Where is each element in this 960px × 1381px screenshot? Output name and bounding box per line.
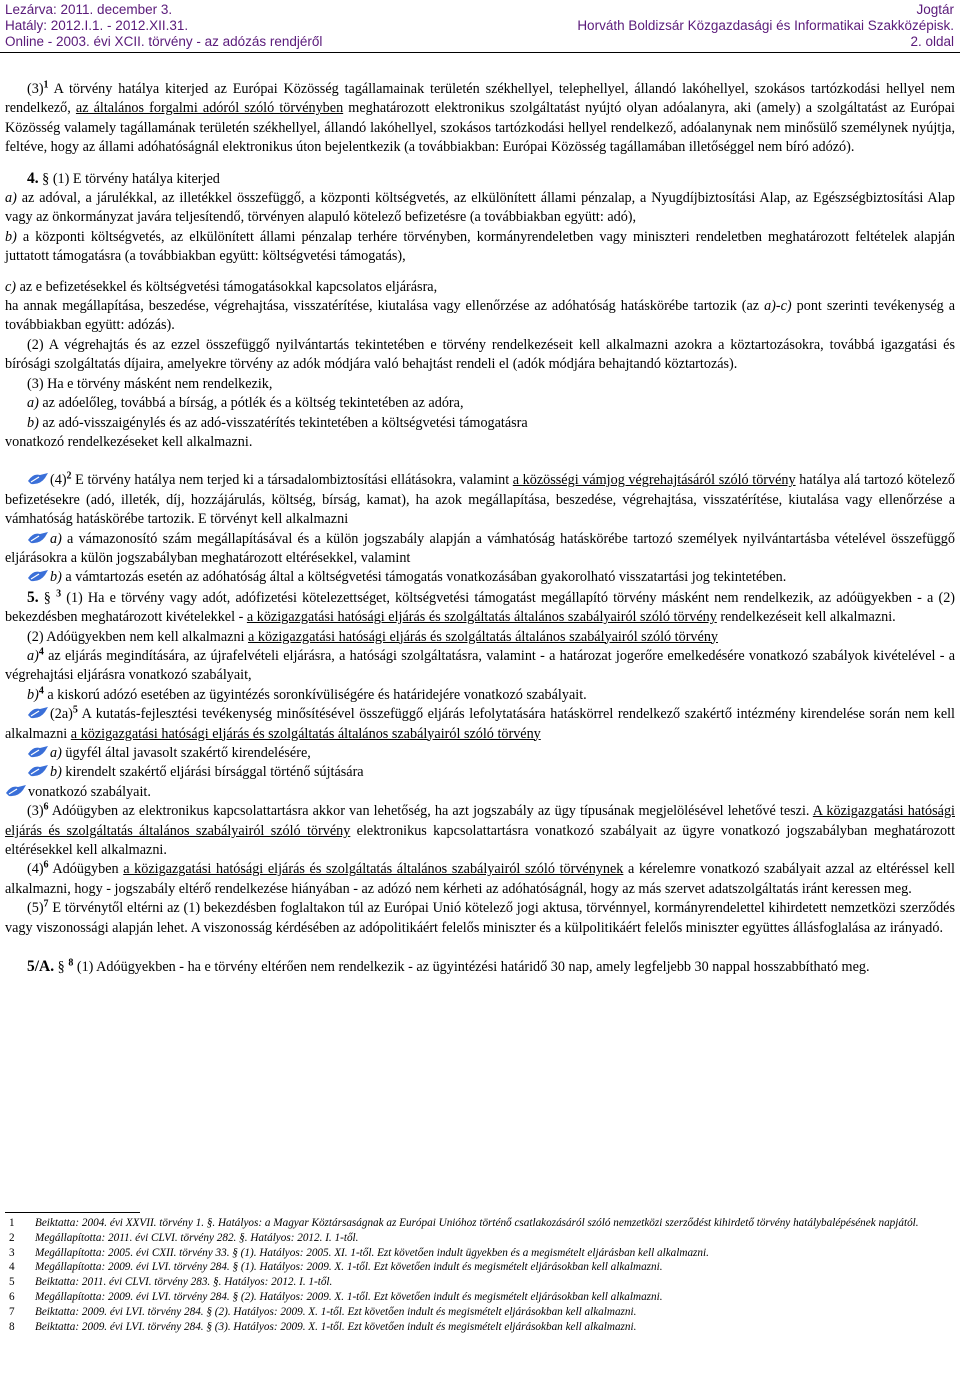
paragraph-text: A törvény hatálya kiterjed az Európai Közösség tagállamainak területén székhellyel, telephellyel, állandó lakóhellyel, szokásos tartózkodási hellyel nem rendelkező, — [5, 81, 955, 117]
amendment-icon[interactable] — [27, 706, 49, 720]
header-right-line: Horváth Boldizsár Közgazdasági és Informatikai Szakközépisk. — [577, 18, 954, 33]
point-3b — [5, 414, 955, 433]
footnote-text: Megállapította: 2011. évi CLVI. törvény 282. §. Hatályos: 2012. I. 1-től. — [35, 1231, 359, 1244]
point-letter: b) — [50, 764, 62, 781]
footnote-text: Beiktatta: 2011. évi CLVI. törvény 283. §. Hatályos: 2012. I. 1-től. — [35, 1276, 333, 1289]
paragraph-text: A kutatás-fejlesztési tevékenység minősítésével összefüggő eljárás lefolytatására hatáskörrel rendelkező szakértő intézmény kirendelése során nem kell alkalmazni — [5, 706, 955, 742]
paragraph-3 — [5, 80, 955, 158]
header-left-line: Hatály: 2012.I.1. - 2012.XII.31. — [5, 18, 189, 33]
footnote-number: 7 — [9, 1305, 15, 1318]
paragraph-text: kirendelt szakértő eljárási bírsággal történő sújtására — [61, 764, 364, 781]
header-left-line: Online - 2003. évi XCII. törvény - az adózás rendjéről — [5, 34, 323, 49]
section-5a: 5/A. § $^8$ (1) Adóügyekben - ha e törvény eltérően nem rendelkezik - az ügyintézési határidő 30 nap, amely legfeljebb 30 nappal hosszabbítható meg. — [27, 957, 870, 976]
section-5-1: 5. § $^3$ (1) Ha e törvény vagy adót, adófizetési kötelezettséget, költségvetési támogatást megállapító törvény másként nem rendelkezik, az adóügyekben - a (2) bekezdésben meghatározott kivételekkel - a közigazgatási hatósági eljárás és szolgáltatás általános szabályairól szóló törvény rendelkezéseit kell alkalmazni. — [5, 588, 956, 626]
paragraph-text: E törvénytől eltérni az (1) bekezdésben foglaltakon túl az Európai Unió kötelező jogi aktusa, törvénnyel, kormányrendelettel kihirdetett nemzetközi szerződés vagy viszonossági alapján lehet. A viszonosság kérdésében az adópolitikáért felelős miniszter és a külpolitikáért felelős miniszter együttes állásfoglalása az irányadó. — [5, 900, 955, 936]
header-left — [5, 2, 322, 50]
paragraph-number: (3) — [27, 81, 44, 97]
point-letter: a) — [50, 745, 62, 761]
footnote — [5, 1246, 957, 1261]
law-link[interactable]: a közigazgatási hatósági eljárás és szolgáltatás általános szabályairól szóló törvény — [246, 609, 717, 626]
paragraph-number: (4) — [50, 472, 67, 489]
section-5-2 — [5, 628, 955, 647]
section-4-3-tail: vonatkozó rendelkezéseket kell alkalmazni. — [5, 433, 253, 450]
footnote — [5, 1320, 957, 1335]
paragraph-text: az eljárás megindítására, az újrafelvételi eljárásra, a hatósági szolgáltatásra, valamint - a határozat jogerőre emelkedésére vonatkozó szabályok kivételével - a végrehajtási eljárásra vonatkozó szabályait, — [5, 647, 955, 684]
header-left-line: Lezárva: 2011. december 3. — [5, 2, 173, 17]
header-right — [577, 2, 954, 50]
section-number: 5/A. — [27, 958, 55, 976]
footnote-ref[interactable]: 7 — [43, 898, 49, 910]
footnote-ref[interactable]: 6 — [43, 801, 49, 813]
paragraph-text: hatálya alá tartozó kötelező befizetésekre (adó, illeték, díj, hozzájárulás, költség, bírság, kamat), ha azok megállapítása, beszedése, végrehajtása, visszatérítése, kiutalása vagy ellenőrzése a vámhatóság hatáskörébe tartozik. E törvényt kell alkalmazni — [5, 472, 956, 528]
header-divider — [0, 52, 960, 53]
footnote-divider — [5, 1212, 140, 1213]
amendment-icon[interactable] — [27, 472, 49, 486]
section-number: 4. — [27, 169, 39, 187]
law-link[interactable]: a közigazgatási hatósági eljárás és szolgáltatás általános szabályairól szóló törvény — [248, 628, 719, 645]
point-letter: b) — [27, 414, 39, 431]
point-4a — [5, 530, 955, 569]
paragraph-text: Adóügyben az elektronikus kapcsolattartásra akkor van lehetőség, ha azt jogszabály az ügy típusának megjelölésével lehetővé teszi. — [48, 803, 813, 820]
paragraph-text: a kiskorú adózó esetében az ügyintézés soronkívüliségére és határidejére vonatkozó szabályait. — [43, 686, 587, 703]
footnote-number: 4 — [9, 1261, 15, 1274]
footnote — [5, 1305, 957, 1320]
footnote-number: 2 — [9, 1231, 15, 1244]
footnote-number: 5 — [9, 1276, 15, 1289]
amendment-icon[interactable] — [5, 784, 27, 798]
point-letter: b) — [27, 686, 39, 703]
point-b — [5, 228, 955, 267]
paragraph-text: meghatározott elektronikus szolgáltatást nyújtó olyan adóalanyra, aki (amely) a szolgáltatást az Európai Közösség valamely tagállamának területén székhellyel, állandó lakóhellyel, szokásos tartózkodási hellyel rendelkező, adóalanynak nem minősülő személynek nyújtja, feltéve, hogy az állami adóhatóságnál elektronikus úton bejelentkezik (a továbbiakban: Európai Közösség tagállamában illetőséggel nem bíró adózó). — [5, 100, 956, 156]
paragraph-number: (2a) — [50, 706, 73, 723]
paragraph-number: (3) — [27, 803, 44, 820]
footnote — [5, 1290, 957, 1305]
section-number: 5. — [27, 588, 39, 606]
paragraph-text: a vámazonosító szám megállapításával és a külön jogszabály alapján a vámhatóság hatáskörébe tartozó személyek nyilvántartásba vételével összefüggő eljárásokra a külön jogszabályban meghatározott eltérésekkel, valamint — [5, 530, 955, 566]
point-5-2a-a — [5, 744, 955, 763]
section-5-2a — [5, 705, 955, 744]
paragraph-text: pont szerinti tevékenység a továbbiakban együtt: adózás). — [5, 298, 955, 334]
paragraph-text: az adóval, a járulékkal, az illetékkel összefüggő, a központi költségvetés, az elkülönített állami pénzalap, a Nyugdíjbiztosítási Alap, az Egészségbiztosítási Alap vagy az önkormányzat javára teljesítendő, törvényen alapuló kötelező befizetésre (a továbbiakban együtt: adó), — [5, 190, 955, 226]
amendment-icon[interactable] — [27, 745, 49, 759]
footnote — [5, 1231, 957, 1246]
paragraph-text: vonatkozó szabályait. — [28, 783, 151, 800]
paragraph-text: ügyfél által javasolt szakértő kirendelésére, — [61, 745, 311, 761]
paragraph-text: a vámtartozás esetén az adóhatóság által a költségvetési támogatás vonatkozásában gyakorolható visszatartási jog tekintetében. — [61, 569, 787, 586]
page-header — [0, 0, 960, 54]
point-5-2a-b — [5, 763, 955, 782]
point-letter: a) — [27, 647, 39, 664]
point-letter: c) — [5, 278, 17, 295]
paragraph-text: E törvény hatálya nem terjed ki a társadalombiztosítási ellátásokra, valamint — [71, 472, 513, 489]
amendment-icon[interactable] — [27, 764, 49, 778]
point-a — [5, 189, 955, 228]
point-ref: a)-c) — [764, 298, 792, 315]
paragraph-text: ha annak megállapítása, beszedése, végrehajtása, visszatérítése, kiutalása vagy ellenőrzése az adóhatóság hatáskörébe tartozik (az — [5, 298, 765, 315]
paragraph-text: rendelkezéseit kell alkalmazni. — [716, 609, 896, 626]
footnote-text: Beiktatta: 2004. évi XXVII. törvény 1. §. Hatályos: a Magyar Köztársaságnak az Európai Unióhoz történő csatlakozásáról szóló nemzetközi szerződést kihirdető törvény hatálybalépésének napjától. — [35, 1217, 919, 1229]
footnote-number: 3 — [9, 1246, 15, 1259]
law-link[interactable]: az általános forgalmi adóról szóló törvényben — [75, 100, 344, 117]
footnote-text: Megállapította: 2009. évi LVI. törvény 284. § (1). Hatályos: 2009. X. 1-től. Ezt követően indult és megismételt eljárásokban kell alkalmazni. — [35, 1261, 663, 1274]
footnote-ref[interactable]: 6 — [43, 859, 49, 871]
footnote-number: 6 — [9, 1290, 15, 1303]
section-4-3: (3) Ha e törvény másként nem rendelkezik, — [27, 375, 273, 392]
point-3a — [5, 394, 955, 413]
footnote-ref[interactable]: 8 — [68, 957, 74, 969]
point-letter: a) — [5, 190, 17, 207]
section-5-5 — [5, 899, 955, 938]
point-letter: a) — [50, 530, 62, 547]
paragraph-text: elektronikus kapcsolattartásra vonatkozó szabályait az ügyre vonatkozó jogszabályban meghatározott eltérésekkel kell alkalmazni. — [5, 822, 956, 859]
law-link[interactable]: a közösségi vámjog végrehajtásáról szóló törvény — [512, 472, 796, 489]
section-5-3 — [5, 802, 955, 860]
point-c — [5, 278, 955, 297]
law-link[interactable]: a közigazgatási hatósági eljárás és szolgáltatás általános szabályairól szóló törvénynek — [123, 861, 624, 878]
paragraph-text: az adó-visszaigénylés és az adó-visszatérítés tekintetében a költségvetési támogatásra — [38, 414, 528, 431]
footnote-ref[interactable]: 3 — [56, 588, 62, 600]
footnote-text: Beiktatta: 2009. évi LVI. törvény 284. § (3). Hatályos: 2009. X. 1-től. Ezt követően indult és megismételt eljárásokban kell alkalmazni. — [35, 1320, 637, 1333]
section-5-2a-tail — [5, 783, 955, 802]
footnote-ref[interactable]: 5 — [72, 704, 78, 716]
point-letter: b) — [5, 228, 17, 245]
paragraph-text: (1) Ha e törvény vagy adót, adófizetési kötelezettséget, költségvetési támogatást megállapító törvény másként nem rendelkezik, az adóügyekben - a (2) bekezdésben meghatározott kivételekkel - — [5, 589, 956, 626]
footnote-ref[interactable]: 4 — [38, 685, 44, 697]
point-letter: a) — [27, 395, 39, 412]
law-link[interactable]: A közigazgatási hatósági eljárás és szolgáltatás általános szabályairól szóló törvény — [5, 803, 955, 839]
amendment-icon[interactable] — [27, 531, 49, 545]
footnote-ref[interactable]: 2 — [66, 470, 72, 482]
paragraph-text: a központi költségvetés, az elkülönített állami pénzalap terhére törvényben, kormányrendeletben vagy miniszteri rendeletben meghatározott feltételek alapján juttatott támogatásra (a továbbiakban együtt: költségvetési támogatás), — [5, 228, 955, 265]
header-right-line: Jogtár — [916, 2, 954, 17]
paragraph-text: a kérelemre vonatkozó szabályait azzal az eltéréssel kell alkalmazni, hogy - jogszabály eltérő rendelkezése hiányában - az adózó nem kérheti az adóhatóságnál, hogy az más szervet adatszolgáltatás iránt keressen meg. — [5, 861, 955, 897]
document-body — [5, 80, 955, 977]
paragraph-text: § (1) E törvény hatálya kiterjed — [38, 170, 220, 187]
paragraph-number: (4) — [27, 861, 44, 878]
amendment-icon[interactable] — [27, 569, 49, 583]
point-letter: b) — [50, 569, 62, 586]
footnote — [5, 1216, 957, 1231]
section-4-heading — [5, 169, 955, 189]
paragraph-text: Adóügyben — [48, 861, 124, 878]
law-link[interactable]: a közigazgatási hatósági eljárás és szolgáltatás általános szabályairól szóló törvény — [70, 725, 541, 742]
point-5-2a — [5, 647, 955, 686]
paragraph-text: (2) Adóügyekben nem kell alkalmazni — [27, 628, 249, 645]
section-4-2: (2) A végrehajtás és az ezzel összefüggő nyilvántartás tekintetében e törvény rendelkezéseit kell alkalmazni azokra a köztartozásokra, továbbá igazgatási és bírósági szolgáltatás díjaira, amelyekre törvény az adók módjára való behajtást rendeli el (adók módjára behajtandó köztartozás). — [5, 336, 955, 373]
section-5-4 — [5, 860, 955, 899]
paragraph-text: az adóelőleg, továbbá a bírság, a pótlék és a költség tekintetében az adóra, — [38, 395, 464, 412]
page-number: 2. oldal — [910, 34, 954, 49]
paragraph-text: az e befizetésekkel és költségvetési támogatásokkal kapcsolatos eljárásra, — [16, 278, 438, 295]
footnote — [5, 1260, 957, 1275]
footnote-text: Beiktatta: 2009. évi LVI. törvény 284. § (2). Hatályos: 2009. X. 1-től. Ezt követően indult és megismételt eljárásokban kell alkalmazni. — [35, 1305, 637, 1318]
footnotes — [5, 1212, 957, 1334]
point-5-2b — [5, 686, 955, 705]
footnote-ref[interactable]: 4 — [38, 646, 44, 658]
footnote-number: 8 — [9, 1320, 15, 1333]
footnote-number: 1 — [9, 1217, 15, 1229]
footnote-text: Megállapította: 2005. évi CXII. törvény 33. § (1). Hatályos: 2005. XI. 1-től. Ezt követően indult ügyekben és a megismételt eljárásban kell alkalmazni. — [35, 1246, 709, 1259]
paragraph-text: (1) Adóügyekben - ha e törvény eltérően nem rendelkezik - az ügyintézési határidő 30 nap, amely legfeljebb 30 nappal hosszabbítható meg. — [73, 959, 870, 976]
point-4b — [5, 568, 955, 587]
footnote-text: Megállapította: 2009. évi LVI. törvény 284. § (2). Hatályos: 2009. X. 1-től. Ezt követően indult és megismételt eljárásokban kell alkalmazni. — [35, 1290, 663, 1303]
section-4-tail — [5, 297, 955, 336]
paragraph-number: (5) — [27, 900, 44, 917]
footnote-ref[interactable]: 1 — [43, 79, 49, 91]
footnote — [5, 1275, 957, 1290]
section-4-4 — [5, 471, 955, 529]
